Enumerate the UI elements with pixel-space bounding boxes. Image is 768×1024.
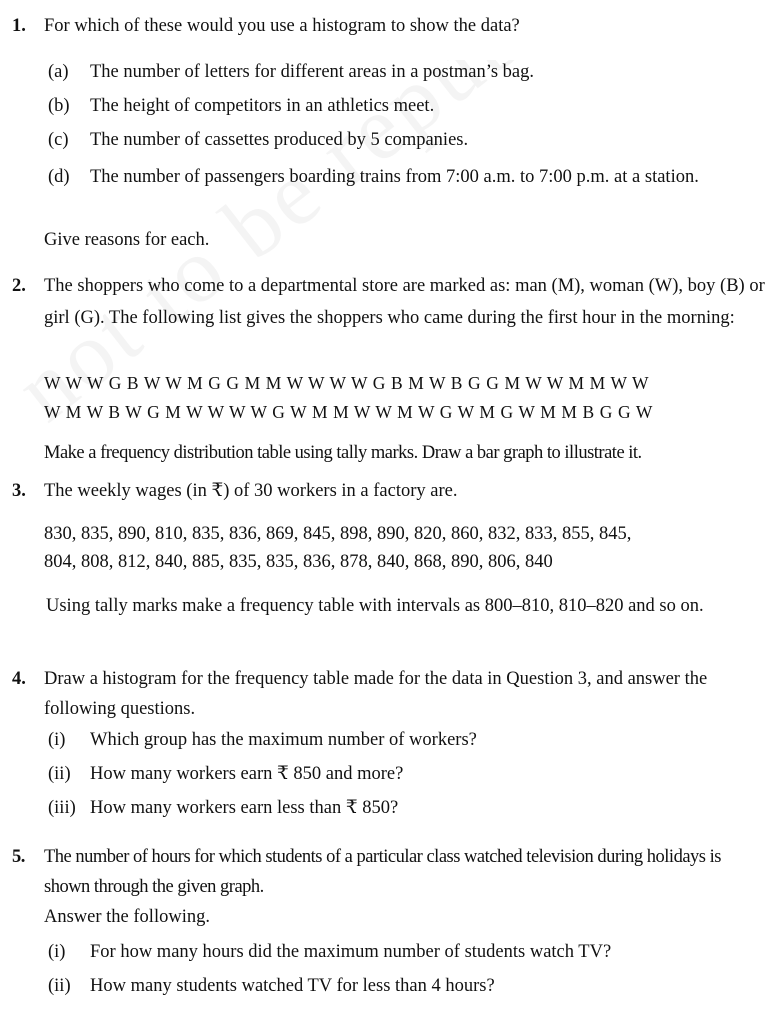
shopper-sequence-line-2: W M W B W G M W W W W G W M M W W M W G W M G W M M B G G W (44, 402, 653, 422)
option-iii (44, 795, 768, 821)
option-a (44, 59, 768, 85)
option-label: (ii) (48, 976, 71, 996)
option-label: (iii) (48, 798, 76, 818)
option-text: How many workers earn ₹ 850 and more? (90, 764, 404, 784)
option-text: How many students watched TV for less than 4 hours? (90, 976, 495, 996)
option-text: The height of competitors in an athletics meet. (90, 96, 435, 116)
question-number: 4. (12, 669, 26, 689)
question-5 (0, 842, 768, 902)
option-label: (d) (48, 167, 70, 187)
option-text: Which group has the maximum number of workers? (90, 730, 477, 750)
option-label: (i) (48, 730, 66, 750)
question-number: 3. (12, 481, 26, 501)
option-text: For how many hours did the maximum number of students watch TV? (90, 942, 612, 962)
wages-data-line-2: 804, 808, 812, 840, 885, 835, 835, 836, 878, 840, 868, 890, 806, 840 (44, 552, 553, 572)
question-1 (0, 13, 768, 39)
option-label: (a) (48, 62, 69, 82)
option-c (44, 127, 768, 153)
question-text: For which of these would you use a histogram to show the data? (44, 16, 520, 36)
option-ii (44, 761, 768, 787)
option-text: The number of passengers boarding trains from 7:00 a.m. to 7:00 p.m. at a station. (90, 167, 699, 187)
q2-instruction: Make a frequency distribution table using tally marks. Draw a bar graph to illustrate it. (44, 443, 642, 463)
question-2 (0, 270, 768, 334)
option-label: (i) (48, 942, 66, 962)
option-i (44, 727, 768, 753)
question-text: The weekly wages (in ₹) of 30 workers in a factory are. (44, 481, 458, 501)
question-number: 1. (12, 16, 26, 36)
option-label: (b) (48, 96, 70, 116)
q3-instruction: Using tally marks make a frequency table with intervals as 800–810, 810–820 and so on. (46, 596, 704, 616)
option-text: The number of cassettes produced by 5 companies. (90, 130, 469, 150)
option-text: How many workers earn less than ₹ 850? (90, 798, 399, 818)
option-label: (c) (48, 130, 69, 150)
option-b (44, 93, 768, 119)
question-number: 2. (12, 276, 26, 296)
q1-instruction: Give reasons for each. (44, 230, 210, 250)
question-text: The number of hours for which students of a particular class watched television during holidays is shown through the given graph. (44, 847, 721, 897)
question-3 (0, 478, 768, 504)
q5-sub-instruction: Answer the following. (44, 907, 210, 927)
shopper-sequence-line-1: W W W G B W W M G G M M W W W W G B M W B G G M W W M M W W (44, 373, 650, 393)
option-text: The number of letters for different areas in a postman’s bag. (90, 62, 535, 82)
option-i (44, 939, 768, 965)
option-label: (ii) (48, 764, 71, 784)
wages-data-line-1: 830, 835, 890, 810, 835, 836, 869, 845, 898, 890, 820, 860, 832, 833, 855, 845, (44, 524, 632, 544)
option-d (44, 161, 764, 193)
question-text: The shoppers who come to a departmental store are marked as: man (M), woman (W), boy (B) or girl (G). The following list gives the shoppers who came during the first hour in the morning: (44, 276, 765, 328)
question-4 (0, 664, 768, 724)
option-ii (44, 973, 768, 999)
question-number: 5. (12, 847, 25, 867)
question-text: Draw a histogram for the frequency table made for the data in Question 3, and answer the following questions. (44, 669, 708, 719)
